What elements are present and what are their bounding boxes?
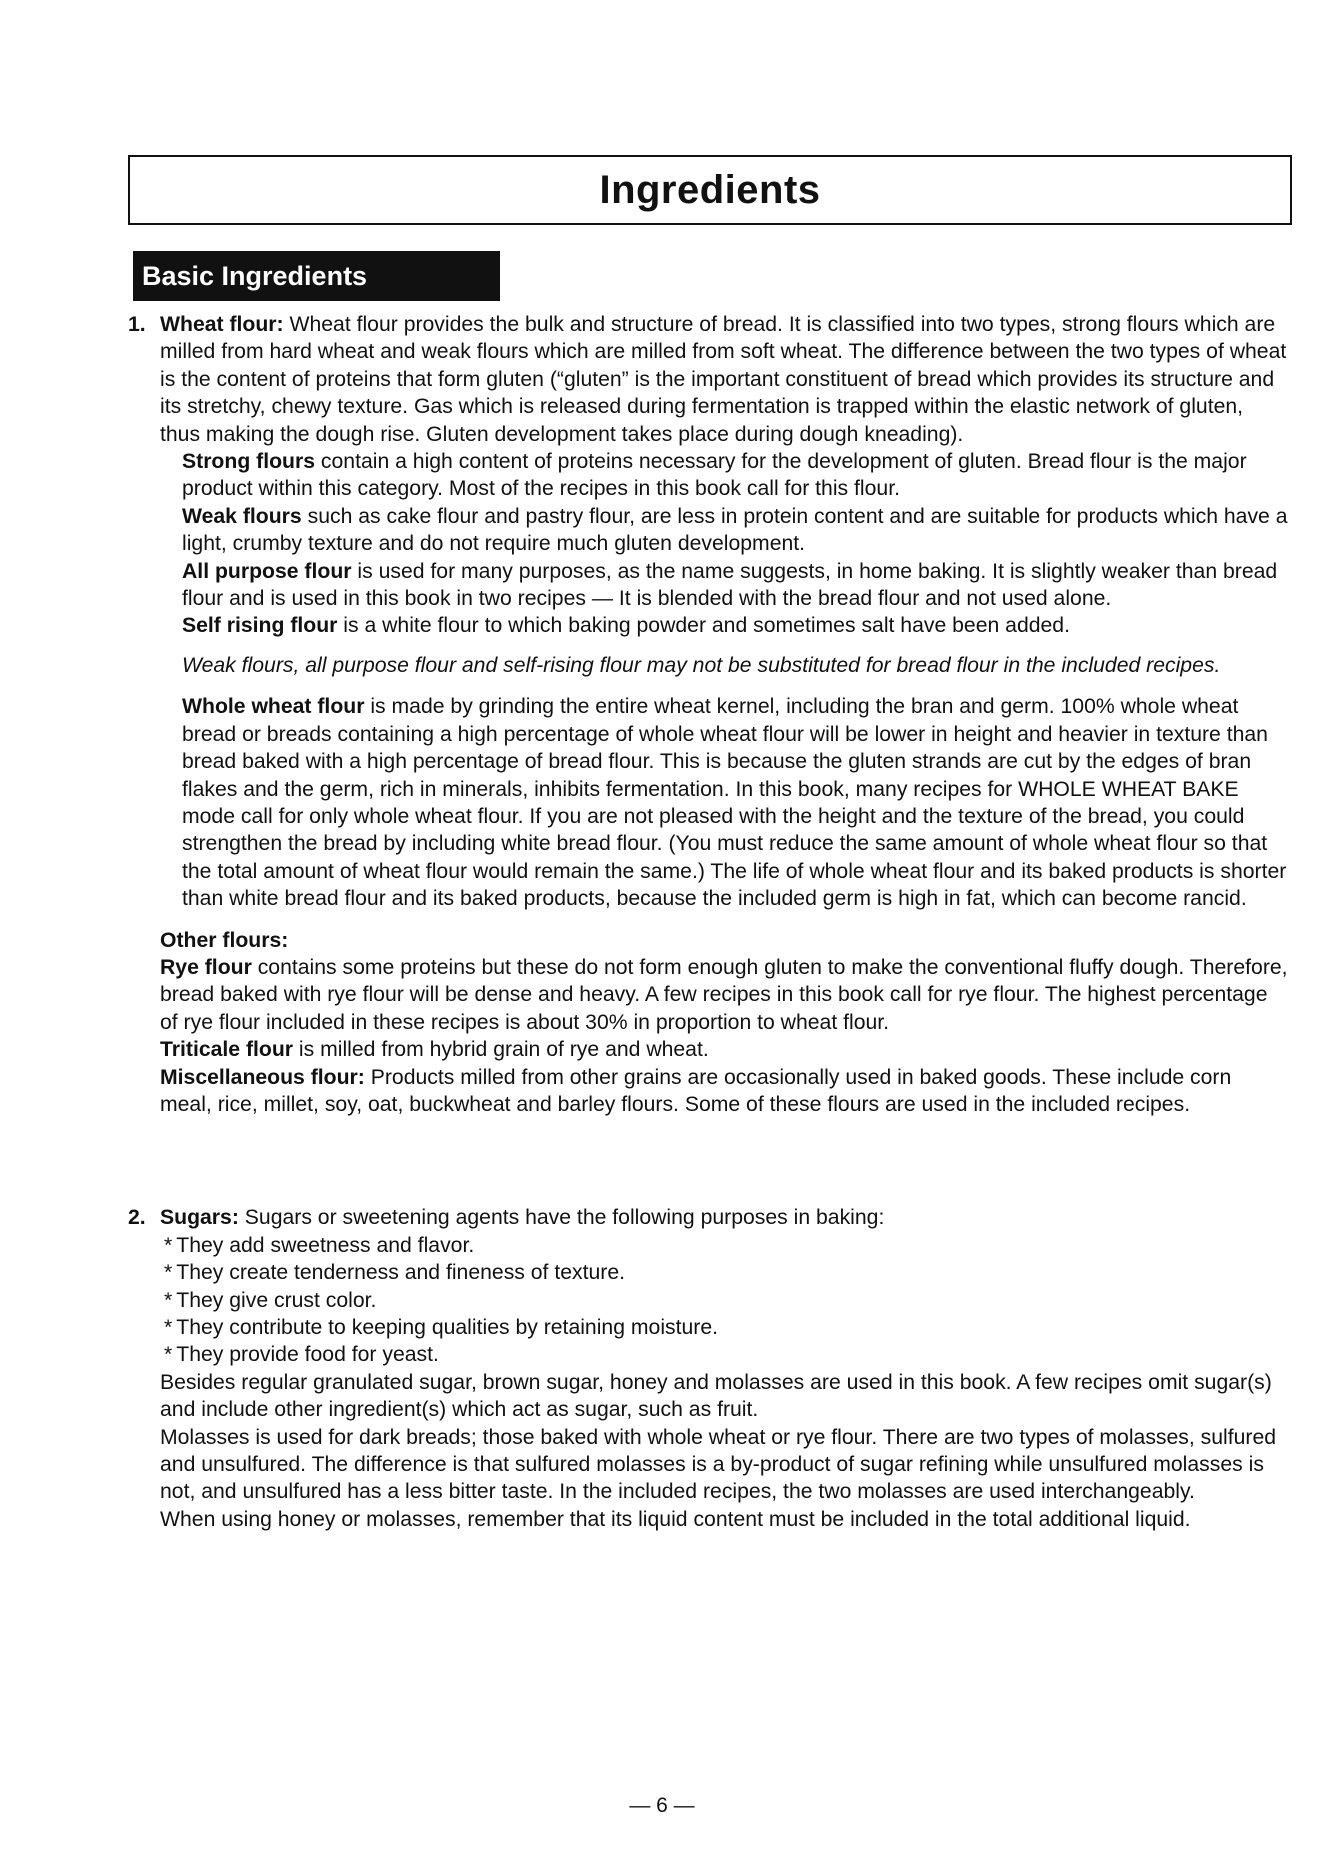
sugars-intro — [160, 1204, 1288, 1231]
substitution-note: Weak flours, all purpose flour and self-rising flour may not be substituted for bread flour in the included recipes. — [182, 653, 1221, 677]
paragraph-text: Sugars or sweetening agents have the following purposes in baking: — [238, 1206, 885, 1230]
list-item — [160, 1232, 1288, 1259]
strong-flours-para — [182, 448, 1288, 503]
list-item-text: They contribute to keeping qualities by retaining moisture. — [176, 1316, 719, 1339]
term: Rye flour — [160, 955, 252, 979]
item-number: 1. — [128, 313, 146, 336]
paragraph-text: Products milled from other grains are occasionally used in baked goods. These include corn meal, rice, millet, soy, oat, buckwheat and barley flours. Some of these flours are used in the included recipes. — [160, 1065, 1232, 1116]
term: All purpose flour — [182, 559, 352, 583]
list-item — [160, 1314, 1288, 1341]
weak-flours-para — [182, 503, 1288, 558]
other-flours — [160, 927, 1288, 1119]
all-purpose-flour-para — [182, 558, 1288, 613]
paragraph-text: such as cake flour and pastry flour, are less in protein content and are suitable for products which have a light, crumby texture and do not require much gluten development. — [182, 504, 1288, 556]
list-item — [160, 1287, 1288, 1314]
page-number: — 6 — — [629, 1794, 695, 1817]
subheading: Other flours: — [160, 928, 289, 952]
paragraph-text: is milled from hybrid grain of rye and wheat. — [293, 1038, 709, 1062]
title-box — [128, 155, 1292, 225]
paragraph-text: contain a high content of proteins necessary for the development of gluten. Bread flour is the major product within this category. Most of the recipes in this book call for this flour. — [182, 450, 1247, 501]
sugar-purposes-list — [160, 1232, 1288, 1369]
paragraph-text: Wheat flour provides the bulk and structure of bread. It is classified into two types, strong flours which are milled from hard wheat and weak flours which are milled from soft wheat. The difference between the two types of wheat is the content of proteins that form gluten (“gluten” is the important constituent of bread which provides its structure and its stretchy, chewy texture. Gas which is released during fermentation is trapped within the elastic network of gluten, thus making the dough rise. Gluten development takes place during dough kneading). — [160, 313, 1287, 446]
whole-wheat-flour-para — [182, 693, 1288, 912]
self-rising-flour-para — [182, 612, 1288, 639]
list-item-text: They create tenderness and fineness of texture. — [176, 1261, 625, 1285]
wheat-intro — [160, 311, 1288, 448]
list-item-text: They give crust color. — [176, 1288, 377, 1312]
paragraph-text: is a white flour to which baking powder and sometimes salt have been added. — [337, 614, 1070, 638]
sugars-para-types: Besides regular granulated sugar, brown sugar, honey and molasses are used in this book. A few recipes omit sugar(s) and include other ingredient(s) which act as sugar, such as fruit. — [160, 1370, 1272, 1422]
term: Strong flours — [182, 450, 316, 474]
list-item — [160, 1259, 1288, 1286]
term: Miscellaneous flour: — [160, 1065, 365, 1089]
list-item-text: They provide food for yeast. — [176, 1343, 439, 1367]
list-item-text: They add sweetness and flavor. — [176, 1233, 475, 1257]
section-heading: Basic Ingredients — [133, 251, 500, 301]
paragraph-text: contains some proteins but these do not form enough gluten to make the conventional fluffy dough. Therefore, bread baked with rye flour will be dense and heavy. A few recipes in this book call for rye flour. The highest percentage of rye flour included in these recipes is about 30% in proportion to wheat flour. — [160, 955, 1288, 1034]
rye-flour-para — [160, 954, 1288, 1036]
triticale-flour-para — [160, 1036, 1288, 1063]
term: Weak flours — [182, 504, 302, 528]
paragraph-text: is made by grinding the entire wheat kernel, including the bran and germ. 100% whole wheat bread or breads containing a high percentage of whole wheat flour will be lower in height and heavier in texture than bread baked with a high percentage of bread flour. This is because the gluten strands are cut by the edges of bran flakes and the germ, rich in minerals, inhibits fermentation. In this book, many recipes for WHOLE WHEAT BAKE mode call for only whole wheat flour. If you are not pleased with the height and the texture of the bread, you could strengthen the bread by including white bread flour. (You must reduce the same amount of whole wheat flour so that the total amount of wheat flour would remain the same.) The life of whole wheat flour and its baked products is shorter than white bread flour and its baked products, because the included germ is high in fat, which can become rancid. — [182, 695, 1287, 911]
list-item — [160, 1341, 1288, 1368]
wheat-subtypes — [160, 448, 1288, 913]
other-flours-heading — [160, 927, 1288, 954]
term: Sugars: — [160, 1206, 239, 1230]
paragraph-text: is used for many purposes, as the name suggests, in home baking. It is slightly weaker than bread flour and is used in this book in two recipes — It is blended with the bread flour and not used alone. — [182, 559, 1278, 611]
bullet-mark: * — [164, 1261, 173, 1285]
content — [128, 311, 1288, 1533]
sugars-para-molasses: Molasses is used for dark breads; those baked with whole wheat or rye flour. There are two types of molasses, sulfured and unsulfured. The difference is that sulfured molasses is a by-product of sugar refining while unsulfured molasses is not, and unsulfured has a less bitter taste. In the included recipes, the two molasses are used interchangeably. — [160, 1425, 1277, 1504]
sugars-para-liquid: When using honey or molasses, remember that its liquid content must be included in the total additional liquid. — [160, 1507, 1191, 1531]
term: Self rising flour — [182, 614, 338, 638]
bullet-mark: * — [164, 1288, 173, 1312]
term: Whole wheat flour — [182, 695, 365, 719]
bullet-mark: * — [164, 1233, 173, 1257]
bullet-mark: * — [164, 1343, 173, 1367]
page-title: Ingredients — [599, 167, 821, 212]
term: Triticale flour — [160, 1038, 294, 1062]
item-sugars — [128, 1204, 1288, 1533]
item-wheat-flour — [128, 311, 1288, 1118]
item-number: 2. — [128, 1206, 146, 1230]
term: Wheat flour: — [160, 313, 284, 336]
misc-flour-para — [160, 1064, 1288, 1119]
bullet-mark: * — [164, 1316, 173, 1339]
